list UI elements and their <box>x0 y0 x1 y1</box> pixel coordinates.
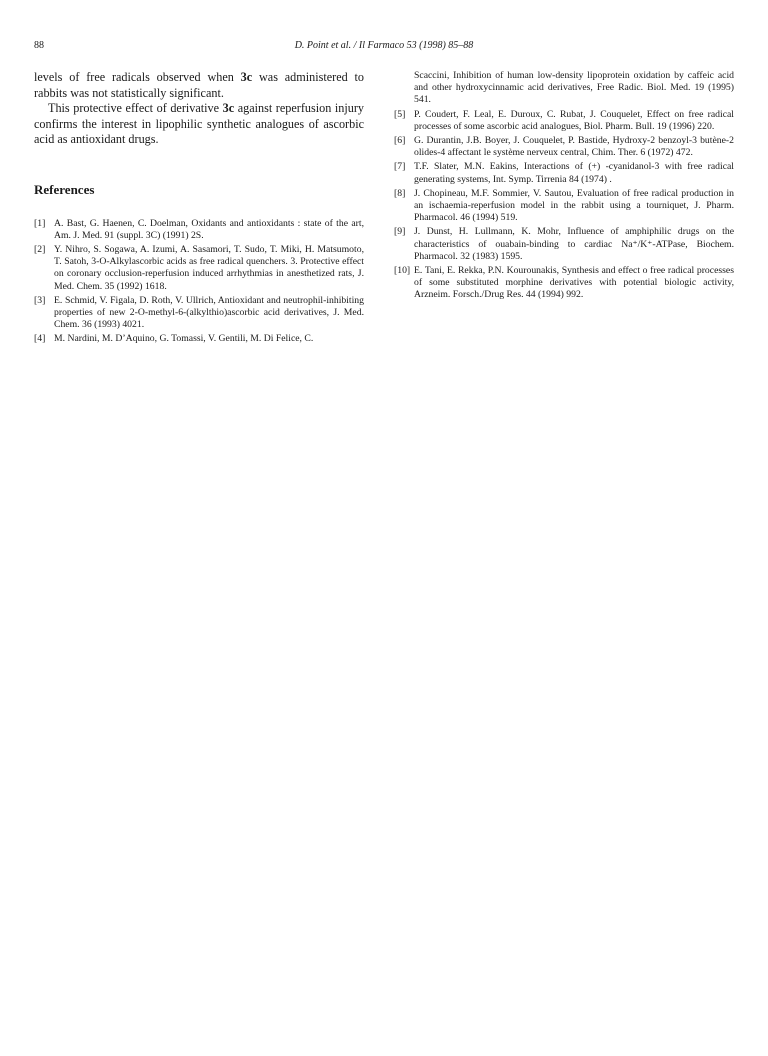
reference-number: [9] <box>394 226 406 238</box>
reference-item <box>34 218 364 242</box>
reference-number: [10] <box>394 265 411 277</box>
reference-text: J. Dunst, H. Lullmann, K. Mohr, Influence of amphiphilic drugs on the characteristics of ouabain-binding to cardiac Na⁺/K⁺-ATPase, Biochem. Pharmacol. 32 (1983) 1595. <box>414 226 734 262</box>
page-number: 88 <box>34 40 44 51</box>
left-column <box>34 70 364 348</box>
reference-text: G. Durantin, J.B. Boyer, J. Couquelet, P. Bastide, Hydroxy-2 benzoyl-3 butène-2 olides-4 affectant le système nerveux central, Chim. Ther. 6 (1972) 472. <box>414 135 734 159</box>
reference-item <box>394 161 734 185</box>
reference-item <box>394 109 734 133</box>
reference-text: Scaccini, Inhibition of human low-density lipoprotein oxidation by caffeic acid and other hydroxycinnamic acid derivatives, Free Radic. Biol. Med. 19 (1995) 541. <box>414 70 734 106</box>
reference-number: [7] <box>394 161 406 173</box>
reference-number: [8] <box>394 187 406 199</box>
reference-number: [1] <box>34 217 46 229</box>
reference-number: [6] <box>394 135 406 147</box>
reference-item <box>34 295 364 332</box>
reference-item <box>34 333 364 345</box>
reference-item <box>394 265 734 302</box>
reference-item <box>394 188 734 225</box>
reference-text: E. Schmid, V. Figala, D. Roth, V. Ullrich, Antioxidant and neutrophil-inhibiting properties of new 2-O-methyl-6-(alkylthio)ascorbic acid derivatives, J. Med. Chem. 36 (1993) 4021. <box>54 294 364 331</box>
reference-list-left <box>34 218 364 346</box>
reference-item <box>394 226 734 263</box>
right-column <box>394 70 734 304</box>
reference-text: M. Nardini, M. D’Aquino, G. Tomassi, V. Gentili, M. Di Felice, C. <box>54 333 314 345</box>
page-header <box>34 40 734 54</box>
body-text <box>34 70 364 148</box>
reference-text: A. Bast, G. Haenen, C. Doelman, Oxidants and antioxidants : state of the art, Am. J. Med. 91 (suppl. 3C) (1991) 2S. <box>54 217 364 241</box>
running-title: D. Point et al. / Il Farmaco 53 (1998) 85–88 <box>294 40 474 51</box>
reference-item <box>34 244 364 293</box>
reference-number: [3] <box>34 294 46 306</box>
reference-item <box>394 135 734 159</box>
references-heading: References <box>34 181 95 197</box>
reference-text: P. Coudert, F. Leal, E. Duroux, C. Rubat, J. Couquelet, Effect on free radical processes of some ascorbic acid analogues, Biol. Pharm. Bull. 19 (1996) 220. <box>414 108 734 132</box>
body-paragraph-2: This protective effect of derivative 3c against reperfusion injury confirms the interest in lipophilic synthetic analogues of ascorbic acid as antioxidant drugs. <box>34 101 364 146</box>
reference-number: [5] <box>394 108 406 120</box>
reference-text: J. Chopineau, M.F. Sommier, V. Sautou, Evaluation of free radical production in an ischaemia-reperfusion model in the rabbit using a tourniquet, J. Pharm. Pharmacol. 46 (1994) 519. <box>414 187 734 224</box>
reference-number: [4] <box>34 333 46 345</box>
body-paragraph-1: levels of free radicals observed when 3c was administered to rabbits was not statistically significant. <box>34 70 364 100</box>
reference-list-right <box>394 70 734 302</box>
reference-text: E. Tani, E. Rekka, P.N. Kourounakis, Synthesis and effect o free radical processes of some substituted morphine derivatives with potential biologic activity, Arzneim. Forsch./Drug Res. 44 (1994) 992. <box>414 265 734 301</box>
reference-text: Y. Nihro, S. Sogawa, A. Izumi, A. Sasamori, T. Sudo, T. Miki, H. Matsumoto, T. Satoh, 3-O-Alkylascorbic acids as free radical quenchers. 3. Protective effect on coronary occlusion-reperfusion induced arrhythmias in anesthetized rats, J. Med. Chem. 35 (1992) 1618. <box>54 243 364 292</box>
reference-continuation <box>414 70 734 107</box>
reference-number: [2] <box>34 243 46 255</box>
reference-text: T.F. Slater, M.N. Eakins, Interactions of (+) -cyanidanol-3 with free radical generating systems, Int. Symp. Tirrenia 84 (1974) . <box>414 161 734 185</box>
